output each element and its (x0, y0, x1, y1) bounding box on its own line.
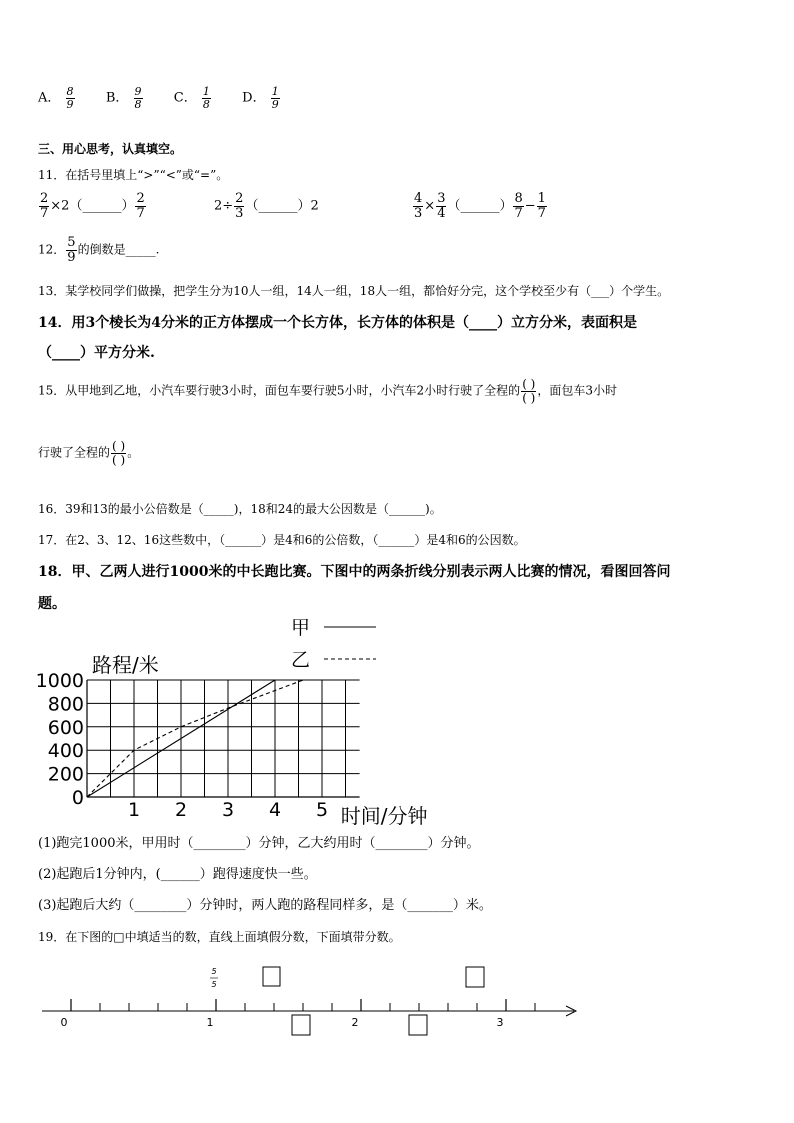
q13: 13．某学校同学们做操，把学生分为10人一组，14人一组，18人一组，都恰好分完，这个学校至少有（___）个学生。 (38, 284, 670, 298)
number-line-label: 1 (206, 1016, 214, 1029)
x-axis-label: 时间/分钟 (340, 804, 428, 827)
number-line-label: 0 (60, 1016, 68, 1029)
q11-text: 11．在括号里填上“>”“<”或“=”。 (38, 168, 229, 182)
q14-line1: 14．用3个棱长为4分米的正方体摆成一个长方体，长方体的体积是（____）立方分米，表面积是 (38, 315, 637, 331)
x-tick-label: 3 (221, 799, 235, 821)
q17: 17．在2、3、12、16这些数中，（______）是4和6的公倍数，（______）是4和6的公因数。 (38, 533, 526, 547)
number-line-label: 3 (496, 1016, 504, 1029)
option-d-fraction: $\frac{1}{9}$ (271, 85, 279, 111)
q19-text: 19．在下图的□中填适当的数，直线上面填假分数，下面填带分数。 (38, 930, 401, 944)
y-axis-label: 路程/米 (92, 653, 159, 677)
x-tick-label: 1 (127, 799, 141, 821)
y-tick-label: 200 (47, 763, 84, 786)
number-line-ticks (71, 999, 535, 1011)
option-c-label: C． (173, 90, 197, 106)
given-fraction-den: 5 (211, 980, 217, 989)
x-tick-label: 4 (268, 799, 282, 821)
option-b-label: B． (105, 90, 129, 106)
y-tick-label: 600 (47, 716, 84, 739)
race-line-chart (30, 612, 470, 827)
y-tick-label: 800 (47, 693, 84, 716)
series-line-yi (87, 680, 303, 797)
y-tick-label: 1000 (35, 670, 84, 692)
q16: 16．39和13的最小公倍数是（_____)，18和24的最大公因数是（______)。 (38, 502, 442, 516)
x-tick-label: 2 (174, 799, 188, 821)
q14-line2: （____）平方分米. (38, 345, 155, 361)
q18-line2: 题。 (38, 596, 66, 612)
q10-options (38, 86, 281, 110)
option-b-fraction: $\frac{9}{8}$ (134, 85, 142, 111)
option-a-label: A． (38, 90, 61, 106)
q15-line1: 15．从甲地到乙地，小汽车要行驶3小时，面包车要行驶5小时，小汽车2小时行驶了全程的 $\frac{( )}{( )}$ ，面包车3小时 (38, 377, 618, 405)
y-tick-label: 0 (71, 787, 84, 809)
answer-box-bottom-2[interactable] (409, 1015, 427, 1035)
q18-sub1: (1)跑完1000米，甲用时（________）分钟，乙大约用时（________）分钟。 (38, 836, 480, 851)
q18-sub3: (3)起跑后大约（________）分钟时，两人跑的路程同样多，是（_______）米。 (38, 898, 492, 913)
number-line (38, 962, 588, 1042)
q18-line1: 18．甲、乙两人进行1000米的中长跑比赛。下图中的两条折线分别表示两人比赛的情况，看图回答问 (38, 564, 671, 580)
q11-expr2: 2÷ $\frac{2}{3}$ （______）2 (214, 191, 319, 221)
legend-label-yi: 乙 (291, 649, 311, 671)
q11-expr3: $\frac{4}{3}$ × $\frac{3}{4}$ （______） $\frac{8}{7}$ − $\frac{1}{7}$ (414, 191, 546, 221)
number-line-label: 2 (351, 1016, 359, 1029)
q15-line2: 行驶了全程的 $\frac{( )}{( )}$ 。 (38, 439, 140, 467)
x-tick-label: 5 (315, 799, 329, 821)
y-tick-label: 400 (47, 740, 84, 763)
given-fraction-num: 5 (211, 967, 217, 976)
section3-title: 三、用心思考，认真填空。 (38, 142, 183, 156)
answer-box-bottom-1[interactable] (292, 1015, 310, 1035)
option-c-fraction: $\frac{1}{8}$ (202, 85, 210, 111)
answer-box-top-1[interactable] (263, 967, 280, 986)
q11-expr1: $\frac{2}{7}$ ×2（______） $\frac{2}{7}$ (40, 191, 145, 221)
q12: 12． $\frac{5}{9}$ 的倒数是_____. (38, 235, 160, 265)
option-d-label: D． (242, 90, 266, 106)
legend-label-jia: 甲 (291, 617, 311, 639)
q18-sub2: (2)起跑后1分钟内，(______）跑得速度快一些。 (38, 867, 317, 882)
option-a-fraction: $\frac{8}{9}$ (66, 85, 74, 111)
answer-box-top-2[interactable] (466, 967, 484, 987)
